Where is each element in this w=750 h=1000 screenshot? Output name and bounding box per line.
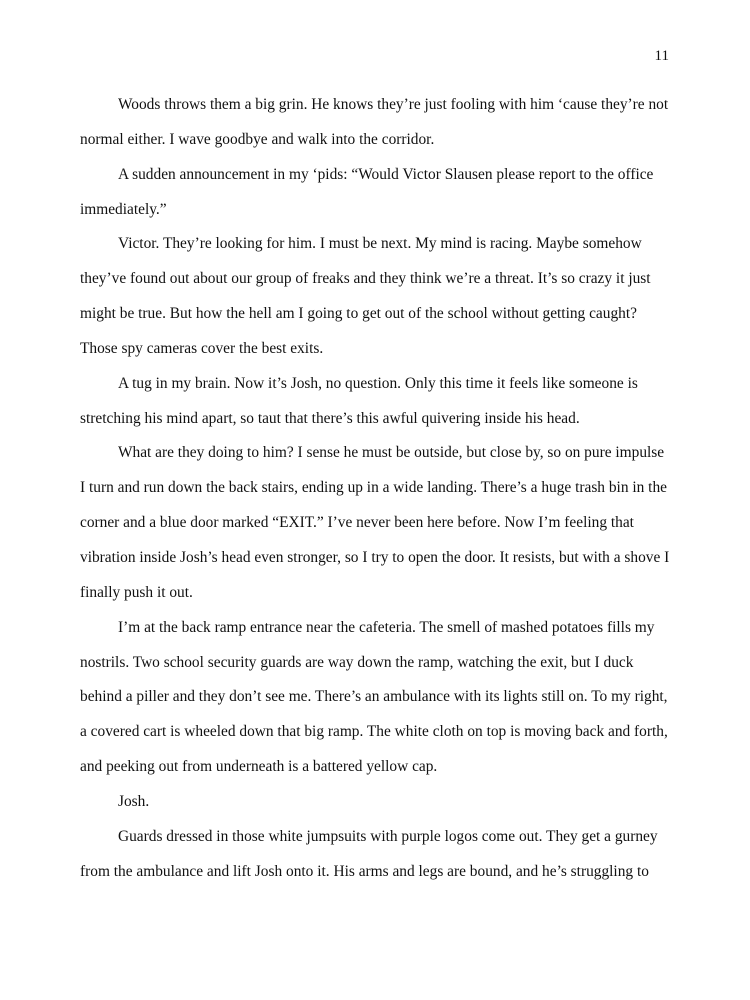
paragraph-7: Josh. xyxy=(118,792,150,810)
paragraph-2: A sudden announcement in my ‘pids: “Would Victor Slausen please report to the office immediately.” xyxy=(80,165,654,218)
paragraph-8: Guards dressed in those white jumpsuits with purple logos come out. They get a gurney from the ambulance and lift Josh onto it. His arms and legs are bound, and he’s struggling to xyxy=(80,827,658,880)
paragraph-3: Victor. They’re looking for him. I must be next. My mind is racing. Maybe somehow they’ve found out about our group of freaks and they think we’re a threat. It’s so crazy it just might be true. But how the hell am I going to get out of the school without getting caught? Those spy cameras cover the best exits. xyxy=(80,235,651,357)
body-text xyxy=(80,88,672,889)
page-number: 11 xyxy=(654,48,669,64)
paragraph-1: Woods throws them a big grin. He knows they’re just fooling with him ‘cause they’re not normal either. I wave goodbye and walk into the corridor. xyxy=(80,96,669,148)
paragraph-4: A tug in my brain. Now it’s Josh, no question. Only this time it feels like someone is stretching his mind apart, so taut that there’s this awful quivering inside his head. xyxy=(80,374,638,427)
paragraph-6: I’m at the back ramp entrance near the cafeteria. The smell of mashed potatoes fills my nostrils. Two school security guards are way down the ramp, watching the exit, but I duck behind a piller and they don’t see me. There’s an ambulance with its lights still on. To my right, a covered cart is wheeled down that big ramp. The white cloth on top is moving back and forth, and peeking out from underneath is a battered yellow cap. xyxy=(80,618,668,776)
paragraph-5: What are they doing to him? I sense he must be outside, but close by, so on pure impulse I turn and run down the back stairs, ending up in a wide landing. There’s a huge trash bin in the corner and a blue door marked “EXIT.” I’ve never been here before. Now I’m feeling that vibration inside Josh’s head even stronger, so I try to open the door. It resists, but with a shove I finally push it out. xyxy=(80,444,670,601)
